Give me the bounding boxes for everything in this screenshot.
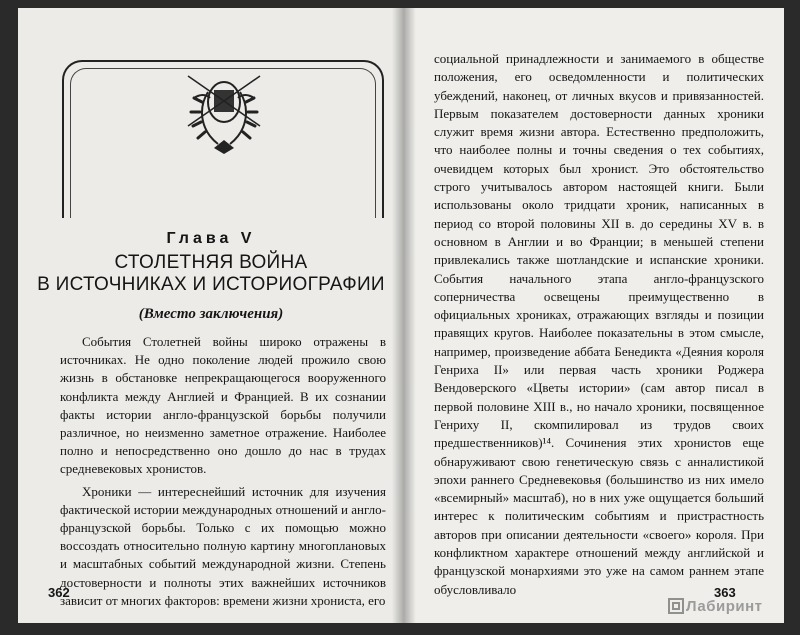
chapter-title-line-2: В ИСТОЧНИКАХ И ИСТОРИОГРАФИИ xyxy=(37,274,385,295)
chapter-subtitle: (Вместо заключения) xyxy=(138,306,284,322)
chapter-label: Глава V xyxy=(166,230,256,247)
body-paragraph-1: События Столетней войны широко отражены в источниках. Не одно поколение людей прожило свою жизнь в обстановке непрекращающегося вооруженного конфликта между Англией и Францией. В их сознании факты истории англо-французской борьбы получили различное, но неизменно заметное отражение. Наиболее полно и непосредственно оно дошло до нас в трудах средневековых хронистов. xyxy=(60,334,386,477)
page-number-left: 362 xyxy=(48,585,70,600)
left-page-body xyxy=(60,333,386,610)
watermark-text: Лабиринт xyxy=(686,598,763,615)
chapter-title xyxy=(18,252,404,296)
chapter-title-line-1: СТОЛЕТНЯЯ ВОЙНА xyxy=(114,252,308,273)
chapter-header-frame xyxy=(62,60,384,218)
right-page xyxy=(404,8,784,623)
labirint-watermark xyxy=(668,598,763,615)
labyrinth-icon xyxy=(668,598,684,614)
right-page-body xyxy=(434,50,764,599)
left-page xyxy=(18,8,404,623)
laurel-emblem-icon xyxy=(184,74,264,156)
page-number-right: 363 xyxy=(714,585,736,600)
body-paragraph-2: Хроники — интереснейший источник для изучения фактической истории международных отношений и англо-французской борьбы. Только с их помощью можно воссоздать относительно полную картину многоплановых и масштабных событий международной жизни. Степень достоверности и полноты этих важнейших источников зависит от многих факторов: времени жизни хрониста, его xyxy=(60,483,386,608)
body-paragraph-3: социальной принадлежности и занимаемого в обществе положения, его осведомленности и политических убеждений, наконец, от личных вкусов и привязанностей. Первым показателем достоверности данных хроники служит время жизни автора. Естественно предположить, что наиболее полны и точны сведения о тех событиях, очевидцем которых был хронист. Это обстоятельство строго учитывалось автором настоящей книги. Были использованы около тридцати хроник, написанных в период со второй половины XII в. до середины XV в. в основном в Англии и во Франции; в меньшей степени привлекались также шотландские и испанские хроники. События начального этапа англо-французского соперничества освещены преимущественно в официальных хрониках, отражающих взгляды и позиции правящих кругов. Наиболее показательны в этом смысле, например, произведение аббата Бенедикта «Деяния короля Генриха II» или первая часть хроники Роджера Вендоверского «Цветы истории» (сам автор писал в первой половине XIII в., но начало хроники, посвященное Генриху II, скомпилировал из трудов своих предшественников)¹⁴. Сочинения этих хронистов еще обнаруживают свою генетическую связь с анналистикой эпохи раннего Средневековья (большинство из них имело «всемирный» масштаб), но в них уже ощущается больший интерес к политическим событиям и пристрастность авторов при описании деятельности «своего» короля. При конфликтном характере отношений между английской и французской монархиями это уже на самом раннем этапе обусловливало xyxy=(434,51,764,597)
